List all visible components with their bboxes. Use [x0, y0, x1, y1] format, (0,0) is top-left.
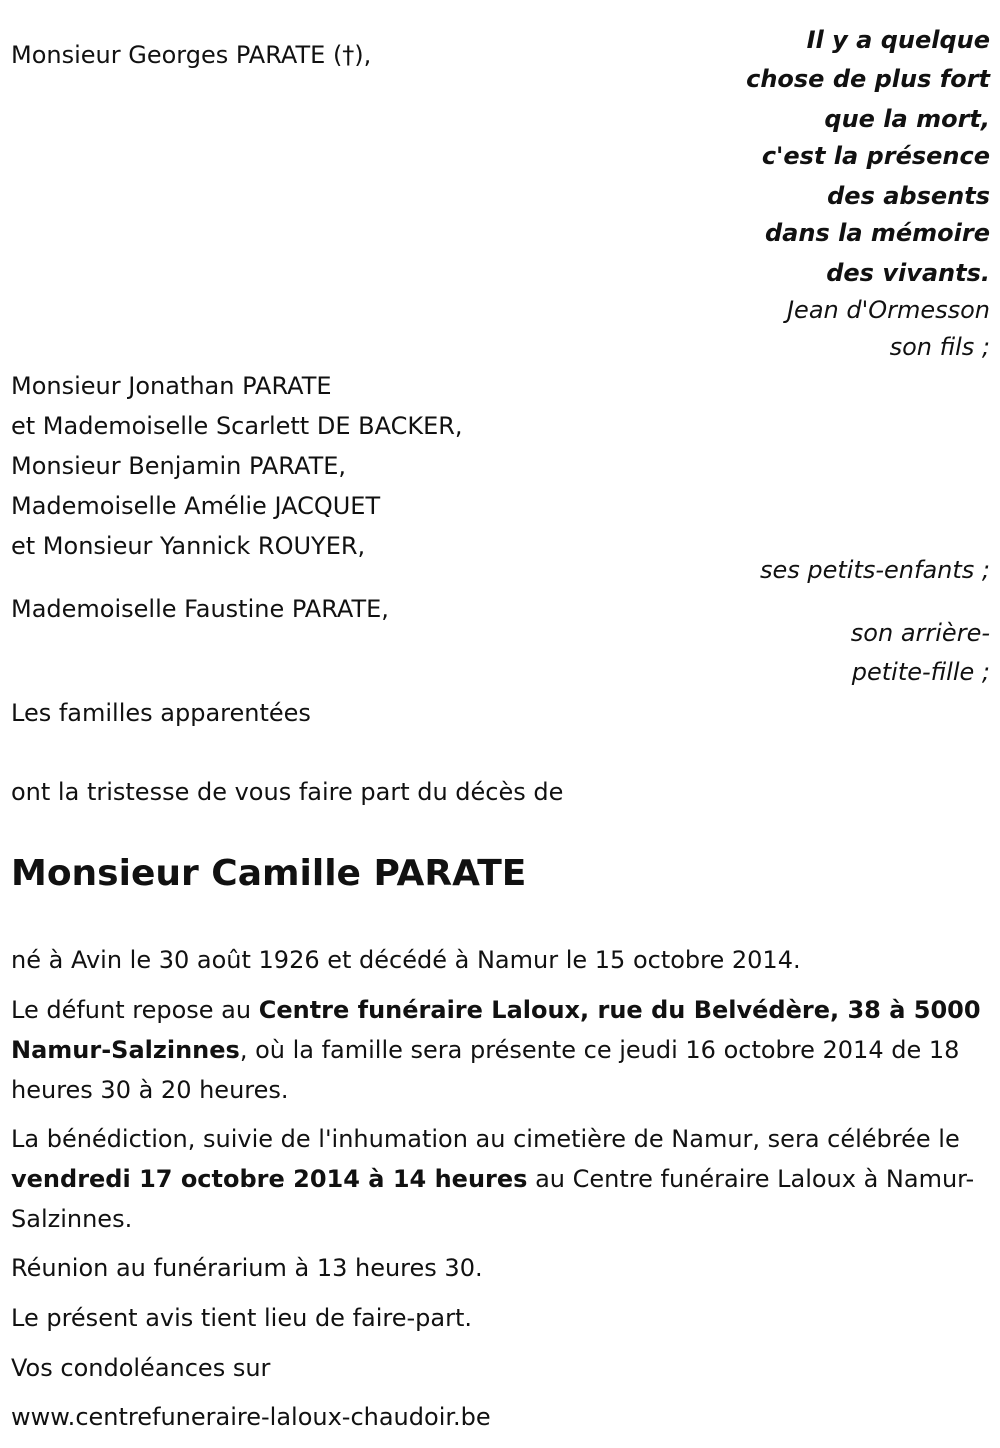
- notice-paragraph: Le présent avis tient lieu de faire-part.: [11, 1304, 473, 1332]
- grandchild-line-5: et Monsieur Yannick ROUYER,: [11, 532, 366, 560]
- ceremony-paragraph: [11, 1119, 981, 1239]
- children-relation: son fils ;: [889, 333, 990, 361]
- grandchild-line-2: et Mademoiselle Scarlett DE BACKER,: [11, 412, 463, 440]
- repose-prefix: Le défunt repose au: [11, 996, 259, 1024]
- quote-line-3: que la mort,: [824, 105, 990, 133]
- repose-location: Centre funéraire Laloux, rue du Belvédère, 38 à 5000 Namur-Salzinnes: [11, 996, 981, 1064]
- deceased-name: Monsieur Camille PARATE: [11, 853, 527, 894]
- great-grandchild-relation-1: son arrière-: [850, 619, 990, 647]
- meeting-paragraph: Réunion au funérarium à 13 heures 30.: [11, 1254, 483, 1282]
- ceremony-prefix: La bénédiction, suivie de l'inhumation au cimetière de Namur, sera célébrée le: [11, 1125, 960, 1153]
- grandchild-line-4: Mademoiselle Amélie JACQUET: [11, 492, 381, 520]
- grandchild-line-3: Monsieur Benjamin PARATE,: [11, 452, 347, 480]
- quote-line-5: des absents: [827, 182, 990, 210]
- quote-line-7: des vivants.: [826, 259, 990, 287]
- spouse-name: Monsieur Georges PARATE (†),: [11, 41, 372, 69]
- announcement-text: ont la tristesse de vous faire part du décès de: [11, 778, 564, 806]
- website-link[interactable]: www.centrefuneraire-laloux-chaudoir.be: [11, 1403, 491, 1431]
- great-grandchild-name: Mademoiselle Faustine PARATE,: [11, 595, 389, 623]
- ceremony-datetime: vendredi 17 octobre 2014 à 14 heures: [11, 1165, 528, 1193]
- quote-line-6: dans la mémoire: [765, 219, 990, 247]
- great-grandchild-relation-2: petite-fille ;: [851, 658, 990, 686]
- condolences-label: Vos condoléances sur: [11, 1354, 271, 1382]
- quote-author: Jean d'Ormesson: [786, 296, 990, 324]
- grandchildren-relation: ses petits-enfants ;: [759, 556, 990, 584]
- quote-line-4: c'est la présence: [761, 142, 990, 170]
- grandchild-line-1: Monsieur Jonathan PARATE: [11, 372, 332, 400]
- repose-suffix: , où la famille sera présente ce jeudi 16 octobre 2014 de 18 heures 30 à 20 heures.: [11, 1036, 960, 1104]
- quote-line-1: Il y a quelque: [806, 26, 990, 54]
- quote-line-2: chose de plus fort: [746, 65, 990, 93]
- repose-paragraph: [11, 990, 981, 1110]
- birth-death-paragraph: né à Avin le 30 août 1926 et décédé à Namur le 15 octobre 2014.: [11, 946, 801, 974]
- related-families: Les familles apparentées: [11, 699, 311, 727]
- ceremony-suffix: au Centre funéraire Laloux à Namur-Salzinnes.: [11, 1165, 975, 1233]
